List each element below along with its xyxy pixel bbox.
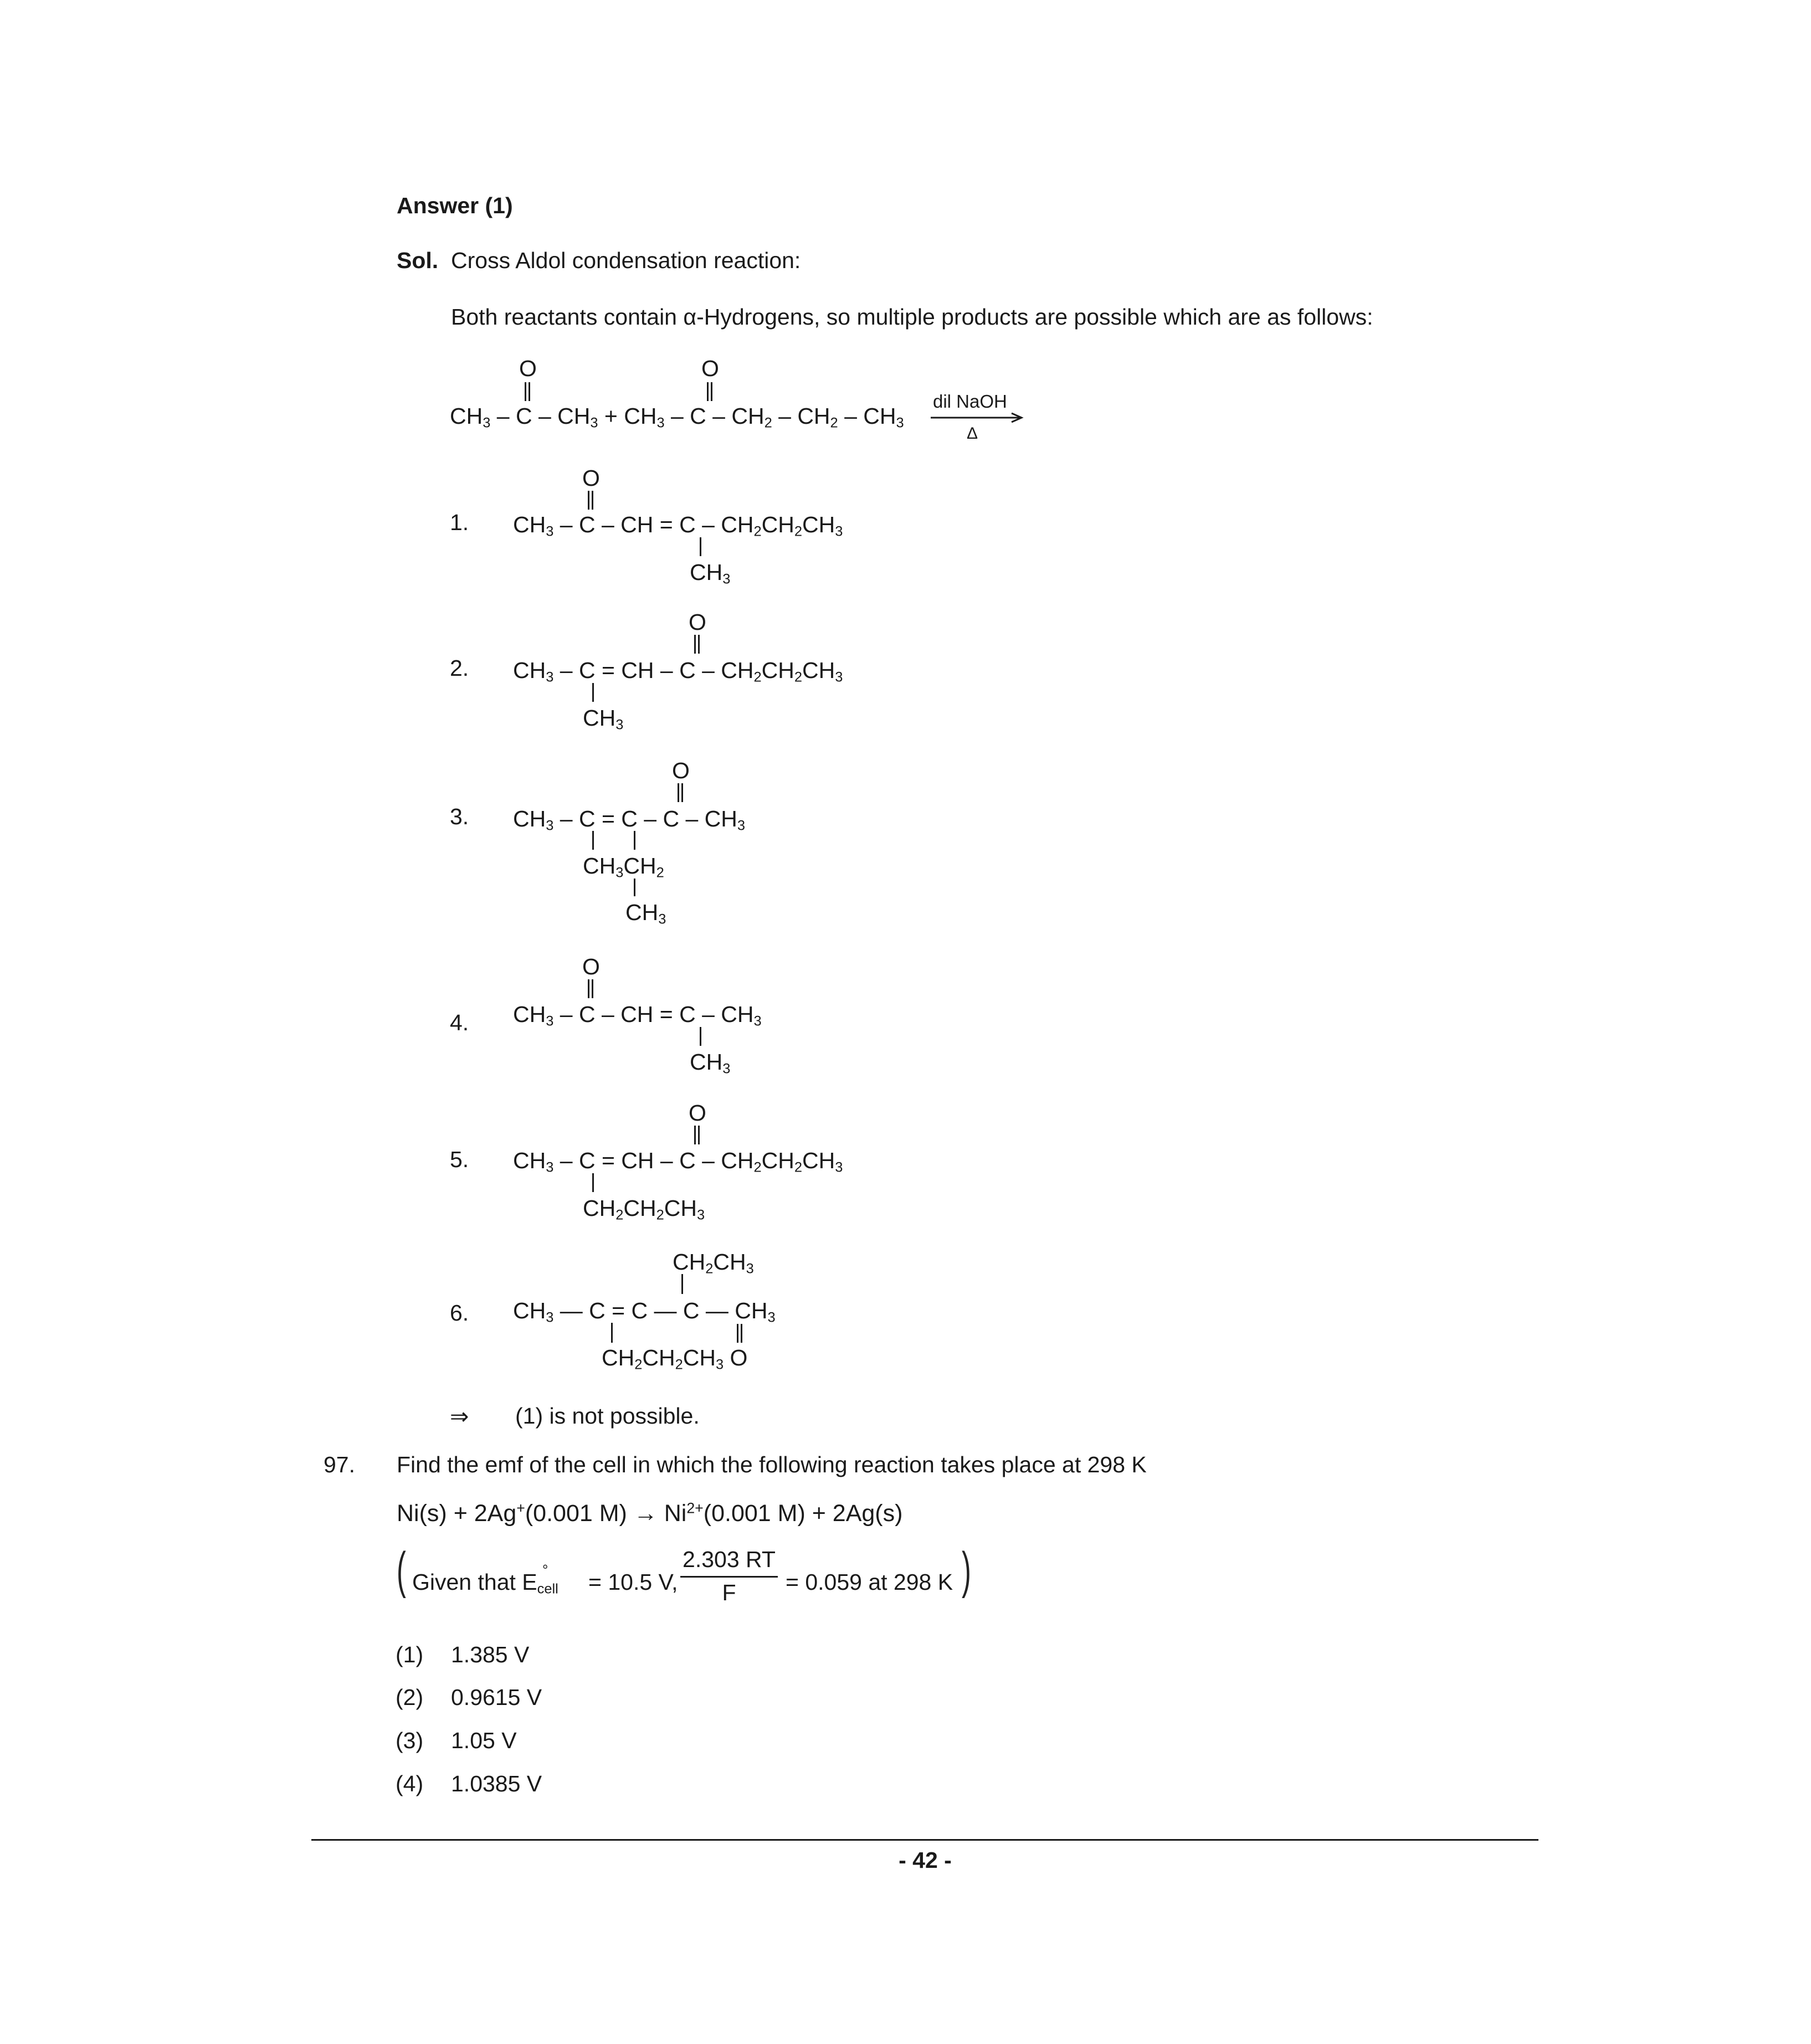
given-value: = 10.5 V, (588, 1569, 678, 1595)
product-number: 1. (450, 510, 469, 535)
implies-arrow: ⇒ (450, 1404, 469, 1429)
sol-intro: Both reactants contain α-Hydrogens, so multiple products are possible which are as follows: (451, 304, 1373, 330)
product-number: 5. (450, 1147, 469, 1172)
option-number: (4) (396, 1771, 424, 1796)
sol-label: Sol. (397, 248, 439, 273)
question-text: Find the emf of the cell in which the following reaction takes place at 298 K (397, 1452, 1147, 1477)
option-number: (3) (396, 1728, 424, 1753)
option-number: (1) (396, 1642, 424, 1667)
product-number: 6. (450, 1300, 469, 1326)
reaction-arrow (931, 412, 1026, 423)
given-tail: = 0.059 at 298 K (786, 1569, 953, 1595)
option-number: (2) (396, 1684, 424, 1710)
given-degree: ° (542, 1562, 548, 1578)
footer-rule (311, 1839, 1538, 1841)
option-text: 1.385 V (451, 1642, 530, 1667)
sol-title: Cross Aldol condensation reaction: (451, 248, 801, 273)
option-text: 1.05 V (451, 1728, 517, 1753)
answer-label: Answer (1) (397, 193, 513, 218)
option-text: 1.0385 V (451, 1771, 542, 1796)
right-paren: ) (962, 1542, 971, 1599)
product-number: 3. (450, 804, 469, 829)
left-paren: ( (397, 1542, 406, 1599)
product-number: 2. (450, 655, 469, 681)
page-number: - 42 - (899, 1847, 952, 1873)
question-number: 97. (324, 1452, 355, 1477)
given-fraction: 2.303 RT F (680, 1547, 778, 1606)
reagent-label: dil NaOH (933, 391, 1007, 412)
given-lead: Given that $E_{cell}$ (412, 1569, 558, 1597)
product-number: 4. (450, 1010, 469, 1035)
heat-symbol: Δ (967, 424, 978, 443)
option-text: 0.9615 V (451, 1684, 542, 1710)
conclusion-text: (1) is not possible. (515, 1403, 700, 1429)
